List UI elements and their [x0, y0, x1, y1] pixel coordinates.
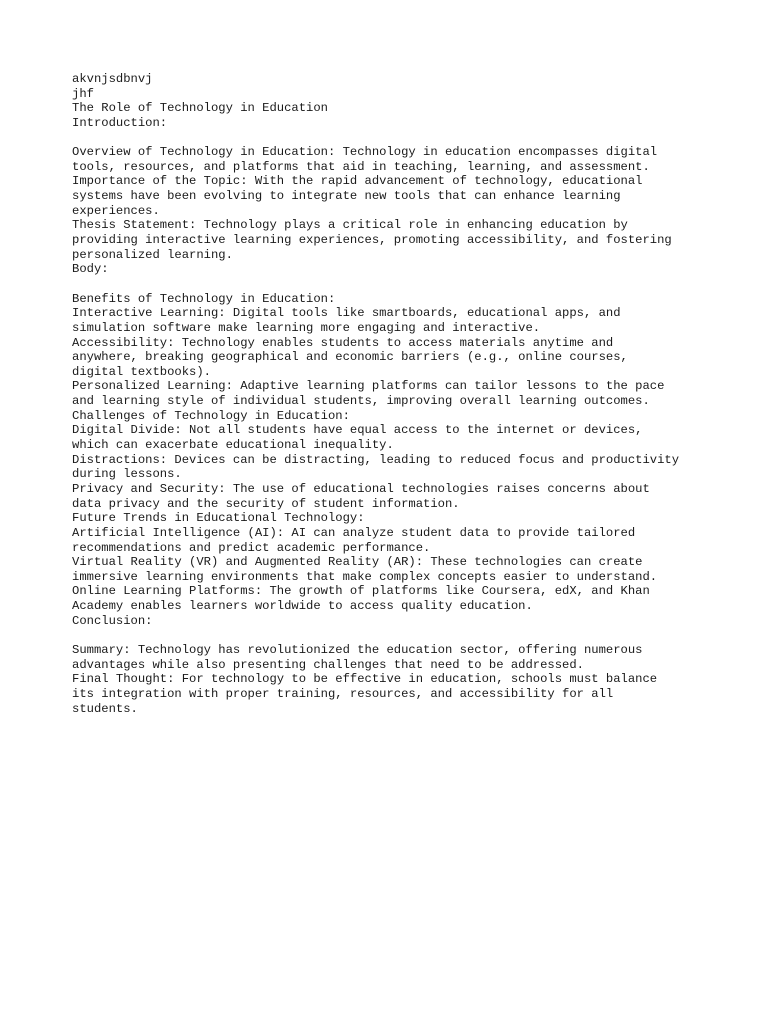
- text-line: Accessibility: Technology enables students to access materials anytime and: [72, 335, 614, 350]
- text-line: Personalized Learning: Adaptive learning platforms can tailor lessons to the pace: [72, 379, 665, 394]
- section-heading-introduction: Introduction:: [72, 115, 168, 130]
- text-line: students.: [72, 701, 138, 716]
- blank-line: [72, 277, 712, 292]
- text-line: Interactive Learning: Digital tools like smartboards, educational apps, and: [72, 306, 621, 321]
- document-title: The Role of Technology in Education: [72, 101, 328, 116]
- subsection-heading-benefits: Benefits of Technology in Education:: [72, 291, 336, 306]
- subsection-heading-future-trends: Future Trends in Educational Technology:: [72, 511, 365, 526]
- text-line: immersive learning environments that make complex concepts easier to understand.: [72, 569, 658, 584]
- text-line: which can exacerbate educational inequality.: [72, 438, 394, 453]
- text-line: Online Learning Platforms: The growth of platforms like Coursera, edX, and Khan: [72, 584, 650, 599]
- section-heading-conclusion: Conclusion:: [72, 613, 153, 628]
- text-line: Distractions: Devices can be distracting, leading to reduced focus and productivity: [72, 452, 680, 467]
- subsection-heading-challenges: Challenges of Technology in Education:: [72, 408, 350, 423]
- text-line: Privacy and Security: The use of educational technologies raises concerns about: [72, 481, 650, 496]
- text-line: personalized learning.: [72, 247, 233, 262]
- text-line: Digital Divide: Not all students have equal access to the internet or devices,: [72, 423, 643, 438]
- text-line: Importance of the Topic: With the rapid advancement of technology, educational: [72, 174, 643, 189]
- text-line: systems have been evolving to integrate new tools that can enhance learning: [72, 189, 621, 204]
- text-line: experiences.: [72, 203, 160, 218]
- text-line: simulation software make learning more engaging and interactive.: [72, 320, 541, 335]
- text-line: Final Thought: For technology to be effective in education, schools must balance: [72, 672, 658, 687]
- text-line: Summary: Technology has revolutionized the education sector, offering numerous: [72, 642, 643, 657]
- blank-line: [72, 131, 712, 146]
- text-line: recommendations and predict academic performance.: [72, 540, 431, 555]
- text-line: Overview of Technology in Education: Technology in education encompasses digital: [72, 145, 658, 160]
- document-page: [72, 72, 712, 716]
- text-line: providing interactive learning experiences, promoting accessibility, and fostering: [72, 233, 672, 248]
- section-heading-body: Body:: [72, 262, 109, 277]
- text-line: Thesis Statement: Technology plays a critical role in enhancing education by: [72, 218, 628, 233]
- text-line: akvnjsdbnvj: [72, 72, 153, 86]
- text-line: jhf: [72, 86, 94, 101]
- text-line: digital textbooks).: [72, 364, 211, 379]
- text-line: Virtual Reality (VR) and Augmented Reality (AR): These technologies can create: [72, 555, 643, 570]
- text-line: and learning style of individual students, improving overall learning outcomes.: [72, 394, 650, 409]
- text-line: during lessons.: [72, 467, 182, 482]
- blank-line: [72, 628, 712, 643]
- text-line: its integration with proper training, resources, and accessibility for all: [72, 686, 614, 701]
- text-line: tools, resources, and platforms that aid in teaching, learning, and assessment.: [72, 159, 650, 174]
- text-line: data privacy and the security of student information.: [72, 496, 460, 511]
- text-line: anywhere, breaking geographical and economic barriers (e.g., online courses,: [72, 350, 628, 365]
- text-line: Academy enables learners worldwide to access quality education.: [72, 599, 533, 614]
- text-line: advantages while also presenting challenges that need to be addressed.: [72, 657, 584, 672]
- text-line: Artificial Intelligence (AI): AI can analyze student data to provide tailored: [72, 525, 636, 540]
